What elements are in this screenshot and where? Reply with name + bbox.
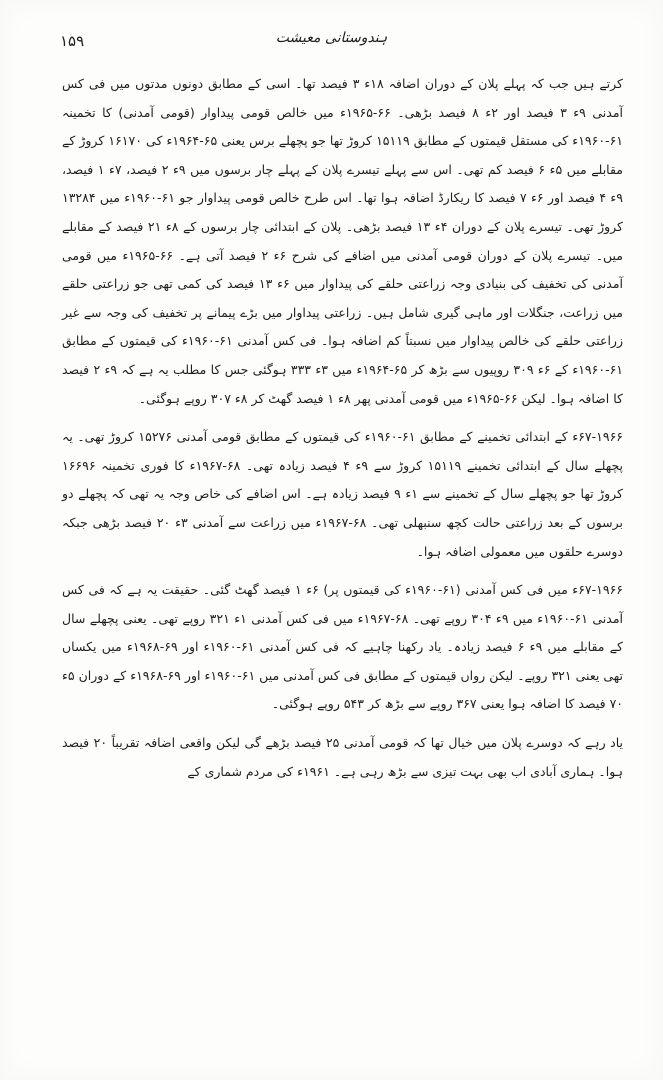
page-number: ۱۵۹ (60, 32, 85, 50)
body-text (62, 70, 623, 791)
page-header (60, 28, 603, 56)
paragraph: ۶۷-۱۹۶۶ء میں فی کس آمدنی (۶۱-۱۹۶۰ء کی قیمتوں پر) ۶ء ۱ فیصد گھٹ گئی۔ حقیقت یہ ہے کہ فی کس آمدنی ۶۱-۱۹۶۰ء میں ۹ء ۳۰۴ روپے تھی۔ ۶۸-۱۹۶۷ء میں فی کس آمدنی ۱ء ۳۲۱ روپے تھی۔ یعنی پچھلے سال کے مقابلے میں ۹ء ۶ فیصد زیادہ۔ یاد رکھنا چاہیے کہ فی کس آمدنی ۶۱-۱۹۶۰ء اور ۶۹-۱۹۶۸ء میں یکساں تھی یعنی ۳۲۱ روپے۔ لیکن رواں قیمتوں کے مطابق فی کس آمدنی میں ۶۱-۱۹۶۰ء اور ۶۹-۱۹۶۸ء کے دوران ۵ء ۷۰ فیصد کا اضافہ ہوا یعنی ۳۶۷ روپے سے بڑھ کر ۵۴۳ روپے ہوگئی۔ (62, 582, 624, 712)
paragraph: کرتے ہیں جب کہ پہلے پلان کے دوران اضافہ ۱۸ء ۳ فیصد تھا۔ اسی کے مطابق دونوں مدتوں میں فی کس آمدنی ۹ء ۳ فیصد اور ۲ء ۸ فیصد بڑھی۔ ۶۶-۱۹۶۵ء میں خالص قومی پیداوار (قومی آمدنی) کا تخمینہ ۶۱-۱۹۶۰ء کی مستقل قیمتوں کے مطابق ۱۵۱۱۹ کروڑ تھا جو پچھلے برس یعنی ۶۵-۱۹۶۴ء کی ۱۶۱۷۰ کروڑ کے مقابلے میں ۵ء ۶ فیصد کم تھی۔ اس سے پہلے تیسرے پلان کے پہلے چار برسوں میں ۹ء ۲ فیصد، ۷ء ۱ فیصد، ۹ء ۴ فیصد اور ۶ء ۷ فیصد کا ریکارڈ اضافہ ہوا تھا۔ اس طرح خالص قومی پیداوار جو ۶۱-۱۹۶۰ء میں ۱۳۲۸۴ کروڑ تھی۔ تیسرے پلان کے دوران ۴ء ۱۳ فیصد بڑھی۔ پلان کے ابتدائی چار برسوں کے ۸ء ۲۱ فیصد کے مقابلے میں۔ تیسرے پلان کے دوران قومی آمدنی میں اضافے کی شرح ۶ء ۲ فیصد آتی ہے۔ ۶۶-۱۹۶۵ء میں قومی آمدنی کی تخفیف کی بنیادی وجہ زراعتی حلقے کی پیداوار میں ۶ء ۱۳ فیصد کی کمی تھی جو زراعتی حلقے میں زراعت، جنگلات اور ماہی گیری شامل ہیں۔ زراعتی پیداوار میں بڑے پیمانے پر تخفیف کی وجہ سے غیر زراعتی حلقے کی خالص پیداوار میں نسبتاً کم اضافہ ہوا۔ فی کس آمدنی ۶۱-۱۹۶۰ء کی قیمتوں کے مطابق ۶۱-۱۹۶۰ء کے ۶ء ۳۰۹ روپیوں سے بڑھ کر ۶۵-۱۹۶۴ء میں ۳ء ۳۳۳ ہوگئی جس کا مطلب یہ ہے کہ ۹ء ۲ فیصد کا اضافہ ہوا۔ لیکن ۶۶-۱۹۶۵ء میں قومی آمدنی پھر ۸ء ۱ فیصد گھٹ کر ۸ء ۳۰۷ روپے ہوگئی۔ (62, 76, 624, 406)
paragraph: یاد رہے کہ دوسرے پلان میں خیال تھا کہ قومی آمدنی ۲۵ فیصد بڑھے گی لیکن واقعی اضافہ تقریباً ۲۰ فیصد ہوا۔ ہماری آبادی اب بھی بہت تیزی سے بڑھ رہی ہے۔ ۱۹۶۱ء کی مردم شماری کے (62, 735, 624, 779)
running-title: ہندوستانی معیشت (275, 30, 388, 46)
paragraph: ۶۷-۱۹۶۶ء کے ابتدائی تخمینے کے مطابق ۶۱-۱۹۶۰ء کی قیمتوں کے مطابق قومی آمدنی ۱۵۲۷۶ کروڑ تھی۔ یہ پچھلے سال کے ابتدائی تخمینے ۱۵۱۱۹ کروڑ سے ۹ء ۴ فیصد زیادہ تھی۔ ۶۸-۱۹۶۷ء کا فوری تخمینہ ۱۶۶۹۶ کروڑ تھا جو پچھلے سال کے تخمینے سے ۱ء ۹ فیصد زیادہ ہے۔ اس اضافے کی خاص وجہ یہ تھی کہ پچھلے دو برسوں کے بعد زراعتی حالت کچھ سنبھلی تھی۔ ۶۸-۱۹۶۷ء میں زراعت سے آمدنی ۳ء ۲۰ فیصد بڑھی جبکہ دوسرے حلقوں میں معمولی اضافہ ہوا۔ (62, 429, 624, 559)
